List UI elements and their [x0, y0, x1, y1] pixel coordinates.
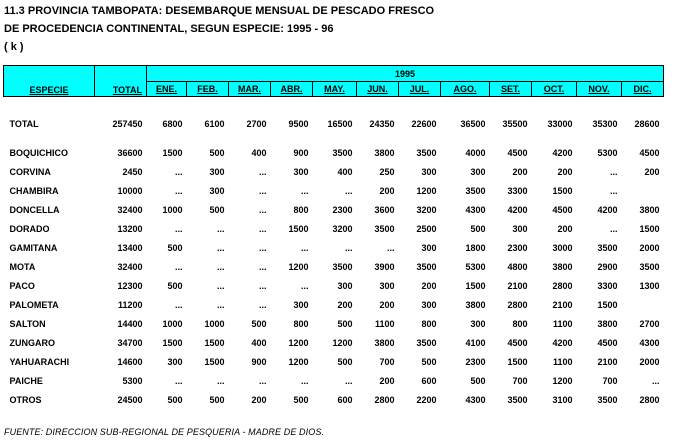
table-cell: ... — [174, 223, 183, 234]
table-cell: 1500 — [507, 356, 528, 367]
table-cell: 4100 — [465, 337, 486, 348]
table-cell: 1500 — [204, 337, 225, 348]
table-cell: 200 — [251, 394, 267, 405]
table-cell: 500 — [167, 242, 183, 253]
table-cell: 13400 — [117, 242, 143, 253]
table-cell: 4200 — [552, 147, 573, 158]
table-cell: 35300 — [592, 118, 618, 129]
table-cell: 4500 — [597, 337, 618, 348]
table-cell: 500 — [251, 318, 267, 329]
table-cell: 200 — [512, 166, 528, 177]
row-label: SALTON — [9, 318, 46, 329]
table-row — [4, 219, 664, 238]
table-cell: 4000 — [465, 147, 486, 158]
table-cell: 200 — [379, 299, 395, 310]
table-cell: 500 — [421, 356, 437, 367]
table-cell: 3500 — [416, 337, 437, 348]
table-cell: 2300 — [332, 204, 353, 215]
table-cell: 1200 — [288, 261, 309, 272]
table-cell: 1500 — [288, 223, 309, 234]
table-cell: 3800 — [552, 261, 573, 272]
table-cell: 13200 — [117, 223, 143, 234]
table-cell: 300 — [470, 318, 486, 329]
row-label: TOTAL — [9, 118, 39, 129]
table-cell: 1000 — [162, 318, 183, 329]
table-row-total — [4, 114, 664, 133]
table-cell: ... — [174, 375, 183, 386]
table-cell: 2000 — [639, 356, 660, 367]
table-cell: 200 — [379, 185, 395, 196]
table-cell: 200 — [557, 166, 573, 177]
table-cell: 4300 — [465, 394, 486, 405]
table-cell: 4500 — [552, 204, 573, 215]
table-cell: 250 — [379, 166, 395, 177]
table-cell: 3500 — [639, 261, 660, 272]
table-cell: 1100 — [374, 318, 395, 329]
title-line-1: 11.3 PROVINCIA TAMBOPATA: DESEMBARQUE MENSUAL DE PESCADO FRESCO — [4, 5, 435, 17]
table-cell: 3500 — [465, 185, 486, 196]
table-cell: 6100 — [204, 118, 225, 129]
header-year: 1995 — [147, 66, 664, 82]
table-cell: 5300 — [597, 147, 618, 158]
table-cell: ... — [258, 280, 267, 291]
table-cell: 3800 — [374, 337, 395, 348]
table-cell: 4200 — [552, 337, 573, 348]
table-cell: 3500 — [597, 242, 618, 253]
table-cell: ... — [258, 242, 267, 253]
table-cell: 2800 — [552, 280, 573, 291]
table-cell: 3800 — [597, 318, 618, 329]
table-cell: 200 — [557, 223, 573, 234]
table-cell: 3000 — [552, 242, 573, 253]
row-label: OTROS — [9, 394, 42, 405]
table-cell: 1100 — [552, 356, 573, 367]
table-row — [4, 276, 664, 295]
table-cell: ... — [216, 375, 225, 386]
table-cell: 2300 — [507, 242, 528, 253]
header-month: DIC. — [622, 82, 664, 97]
table-cell: 4300 — [639, 337, 660, 348]
table-cell: ... — [258, 299, 267, 310]
table-cell: 2200 — [416, 394, 437, 405]
table-cell: 300 — [421, 242, 437, 253]
table-cell: 300 — [512, 223, 528, 234]
header-month: OCT. — [532, 82, 577, 97]
table-cell: 3200 — [332, 223, 353, 234]
table-cell: 3200 — [416, 204, 437, 215]
table-row — [4, 162, 664, 181]
table-cell: 3500 — [332, 147, 353, 158]
table-cell: 1200 — [416, 185, 437, 196]
table-cell: 800 — [421, 318, 437, 329]
table-cell: 2500 — [416, 223, 437, 234]
table-cell: 3900 — [374, 261, 395, 272]
table-cell: ... — [386, 242, 395, 253]
table-cell: 3500 — [374, 223, 395, 234]
table-cell: 2100 — [507, 280, 528, 291]
table-cell: 400 — [251, 147, 267, 158]
table-cell: 22600 — [411, 118, 437, 129]
table-cell: 14600 — [117, 356, 143, 367]
table-cell: 300 — [337, 280, 353, 291]
row-label: MOTA — [9, 261, 36, 272]
header-month: ENE. — [147, 82, 187, 97]
table-cell: 2800 — [374, 394, 395, 405]
table-cell: ... — [300, 185, 309, 196]
table-cell: ... — [216, 242, 225, 253]
table-cell: 1500 — [162, 337, 183, 348]
table-cell: 300 — [421, 166, 437, 177]
table-cell: 500 — [167, 280, 183, 291]
table-cell: 500 — [167, 394, 183, 405]
table-cell: 500 — [293, 394, 309, 405]
row-label: PALOMETA — [9, 299, 59, 310]
table-cell: 32400 — [117, 261, 143, 272]
table-cell: 200 — [421, 280, 437, 291]
table-cell: 2000 — [639, 242, 660, 253]
row-label: PAICHE — [9, 375, 43, 386]
table-cell: 500 — [209, 147, 225, 158]
row-label: DONCELLA — [9, 204, 60, 215]
table-cell: ... — [344, 242, 353, 253]
row-label: ZUNGARO — [9, 337, 55, 348]
table-cell: ... — [258, 375, 267, 386]
table-cell: 300 — [421, 299, 437, 310]
table-cell: 500 — [337, 318, 353, 329]
table-cell: 12300 — [117, 280, 143, 291]
table-cell: 3500 — [507, 394, 528, 405]
table-cell: 4800 — [507, 261, 528, 272]
table-cell: 500 — [470, 375, 486, 386]
table-cell: 28600 — [634, 118, 660, 129]
table-cell: 500 — [337, 356, 353, 367]
header-especie: ESPECIE — [4, 66, 95, 97]
table-cell: 600 — [337, 394, 353, 405]
table-cell: 24350 — [369, 118, 395, 129]
table-cell: 3300 — [507, 185, 528, 196]
table-cell: 4500 — [507, 337, 528, 348]
table-cell: 1500 — [639, 223, 660, 234]
table-cell: 800 — [293, 318, 309, 329]
table-cell: 2100 — [597, 356, 618, 367]
row-label: BOQUICHICO — [9, 147, 68, 158]
table-cell: 500 — [470, 223, 486, 234]
table-cell: 200 — [644, 166, 660, 177]
table-cell: 800 — [293, 204, 309, 215]
table-cell: ... — [216, 299, 225, 310]
table-cell: ... — [258, 223, 267, 234]
table-cell: ... — [258, 166, 267, 177]
table-cell: 700 — [379, 356, 395, 367]
row-label: GAMITANA — [9, 242, 58, 253]
table-cell: 11200 — [117, 299, 143, 310]
table-cell: ... — [258, 261, 267, 272]
table-row — [4, 352, 664, 371]
table-cell — [622, 295, 664, 314]
table-row — [4, 238, 664, 257]
table-cell: 500 — [209, 394, 225, 405]
header-month: ABR. — [271, 82, 313, 97]
table-cell: 5300 — [465, 261, 486, 272]
table-cell: 6800 — [162, 118, 183, 129]
table-cell: 1300 — [639, 280, 660, 291]
table-cell: 300 — [379, 280, 395, 291]
header-month: AGO. — [441, 82, 490, 97]
table-cell: 3500 — [332, 261, 353, 272]
table-cell: 35500 — [502, 118, 528, 129]
table-cell: 2100 — [552, 299, 573, 310]
table-cell: 3100 — [552, 394, 573, 405]
table-cell: 5300 — [122, 375, 143, 386]
table-cell: 24500 — [117, 394, 143, 405]
table-cell: 600 — [421, 375, 437, 386]
table-cell: 9500 — [288, 118, 309, 129]
title-line-2: DE PROCEDENCIA CONTINENTAL, SEGUN ESPECIE: 1995 - 96 — [4, 23, 334, 35]
table-row — [4, 371, 664, 390]
table-cell: 33000 — [547, 118, 573, 129]
table-cell: ... — [344, 185, 353, 196]
row-label: DORADO — [9, 223, 50, 234]
table-cell: 1800 — [465, 242, 486, 253]
source-note: FUENTE: DIRECCION SUB-REGIONAL DE PESQUERIA - MADRE DE DIOS. — [4, 427, 325, 437]
row-label: PACO — [9, 280, 35, 291]
table-row — [4, 295, 664, 314]
table-cell: 1000 — [204, 318, 225, 329]
table-cell: 2300 — [465, 356, 486, 367]
table-cell: ... — [174, 185, 183, 196]
table-cell: 14400 — [117, 318, 143, 329]
table-cell: 700 — [512, 375, 528, 386]
title-line-3: ( k ) — [4, 41, 24, 53]
table-cell: 200 — [337, 299, 353, 310]
table-row — [4, 390, 664, 409]
table-cell: 4500 — [507, 147, 528, 158]
table-cell: 4500 — [639, 147, 660, 158]
table-cell: ... — [609, 185, 618, 196]
table-cell: 2700 — [639, 318, 660, 329]
table-row — [4, 257, 664, 276]
table-cell: 1200 — [552, 375, 573, 386]
table-cell: 4300 — [465, 204, 486, 215]
table-cell: 2800 — [639, 394, 660, 405]
table-cell: 1500 — [552, 185, 573, 196]
table-cell: 4200 — [597, 204, 618, 215]
table-cell: 36500 — [460, 118, 486, 129]
table-cell: 500 — [209, 204, 225, 215]
table-cell: 300 — [293, 299, 309, 310]
header-month: MAR. — [229, 82, 271, 97]
header-month: SET. — [490, 82, 532, 97]
table-cell: 3500 — [416, 261, 437, 272]
table-cell: 200 — [379, 375, 395, 386]
table-cell: ... — [300, 375, 309, 386]
table-cell: 1000 — [162, 204, 183, 215]
table-cell: ... — [216, 223, 225, 234]
table-cell: 3600 — [374, 204, 395, 215]
table-cell: 16500 — [327, 118, 353, 129]
table-row — [4, 143, 664, 162]
table-cell: 900 — [293, 147, 309, 158]
table-cell: 10000 — [117, 185, 143, 196]
table-row — [4, 333, 664, 352]
table-cell: 800 — [512, 318, 528, 329]
header-month: JUL. — [399, 82, 441, 97]
table-cell: ... — [300, 242, 309, 253]
table-cell: ... — [174, 299, 183, 310]
table-cell: 2450 — [122, 166, 143, 177]
table-cell: 3800 — [639, 204, 660, 215]
table-cell: 400 — [337, 166, 353, 177]
table-cell: 3800 — [374, 147, 395, 158]
table-cell: ... — [344, 375, 353, 386]
table-cell: ... — [258, 185, 267, 196]
table-cell: ... — [216, 261, 225, 272]
table-cell: 3800 — [465, 299, 486, 310]
data-table — [3, 65, 664, 409]
table-cell: 32400 — [117, 204, 143, 215]
table-cell: ... — [216, 280, 225, 291]
table-cell: 300 — [209, 185, 225, 196]
table-cell: 1100 — [552, 318, 573, 329]
table-cell: 36600 — [117, 147, 143, 158]
table-cell: ... — [300, 280, 309, 291]
table-cell: 1500 — [465, 280, 486, 291]
row-label: CORVINA — [9, 166, 51, 177]
table-cell: 257450 — [112, 118, 143, 129]
header-month: JUN. — [357, 82, 399, 97]
row-label: YAHUARACHI — [9, 356, 70, 367]
table-cell: 3300 — [597, 280, 618, 291]
header-month: FEB. — [187, 82, 229, 97]
table-cell: ... — [174, 166, 183, 177]
table-row — [4, 314, 664, 333]
header-month: MAY. — [313, 82, 357, 97]
row-label: CHAMBIRA — [9, 185, 59, 196]
header-month: NOV. — [577, 82, 622, 97]
table-cell: 300 — [470, 166, 486, 177]
table-cell: 1500 — [162, 147, 183, 158]
table-cell: ... — [174, 261, 183, 272]
table-cell: 400 — [251, 337, 267, 348]
table-cell: 2900 — [597, 261, 618, 272]
table-cell: 1500 — [204, 356, 225, 367]
table-cell: 4200 — [507, 204, 528, 215]
table-cell: 900 — [251, 356, 267, 367]
table-cell: 300 — [293, 166, 309, 177]
table-cell: ... — [258, 204, 267, 215]
table-row — [4, 200, 664, 219]
table-cell: 300 — [209, 166, 225, 177]
table-cell: ... — [609, 223, 618, 234]
table-cell: 1500 — [597, 299, 618, 310]
table-cell: 1200 — [288, 337, 309, 348]
table-cell: 1200 — [332, 337, 353, 348]
table-cell: 2800 — [507, 299, 528, 310]
table-row — [4, 181, 664, 200]
table-cell: 3500 — [416, 147, 437, 158]
table-cell: ... — [609, 166, 618, 177]
table-cell: 1200 — [288, 356, 309, 367]
table-cell: 3500 — [597, 394, 618, 405]
table-cell: ... — [651, 375, 660, 386]
document-title — [4, 2, 434, 56]
table-cell — [622, 181, 664, 200]
table-cell: 34700 — [117, 337, 143, 348]
table-cell: 300 — [167, 356, 183, 367]
header-total: TOTAL — [95, 66, 147, 97]
table-cell: 2700 — [246, 118, 267, 129]
table-cell: 700 — [602, 375, 618, 386]
